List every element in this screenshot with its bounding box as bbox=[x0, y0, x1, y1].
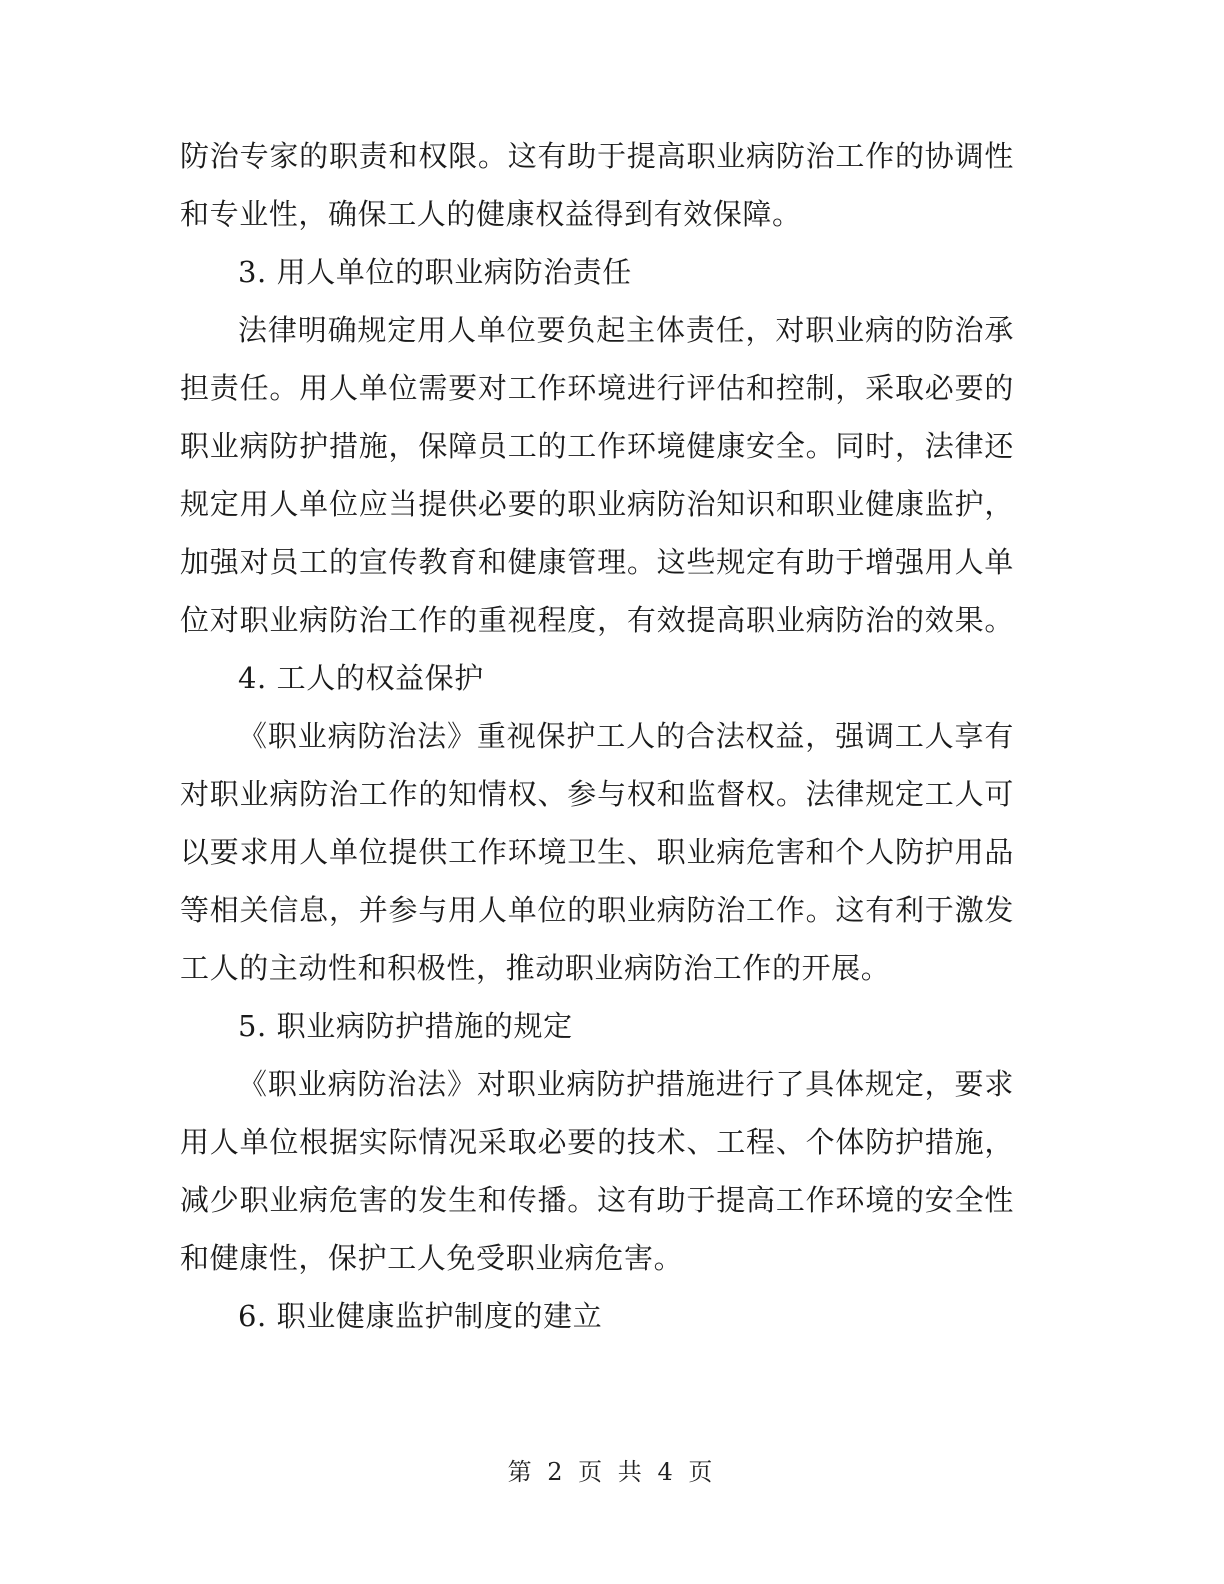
paragraph-line: 等相关信息，并参与用人单位的职业病防治工作。这有利于激发 bbox=[180, 893, 1014, 927]
paragraph-line: 对职业病防治工作的知情权、参与权和监督权。法律规定工人可 bbox=[180, 777, 1014, 811]
paragraph-line: 位对职业病防治工作的重视程度，有效提高职业病防治的效果。 bbox=[180, 603, 1014, 637]
paragraph-line: 加强对员工的宣传教育和健康管理。这些规定有助于增强用人单 bbox=[180, 545, 1014, 579]
paragraph-line: 担责任。用人单位需要对工作环境进行评估和控制，采取必要的 bbox=[180, 371, 1014, 405]
paragraph-line: 和健康性，保护工人免受职业病危害。 bbox=[180, 1241, 684, 1275]
paragraph-line: 职业病防护措施，保障员工的工作环境健康安全。同时，法律还 bbox=[180, 429, 1014, 463]
paragraph-line: 防治专家的职责和权限。这有助于提高职业病防治工作的协调性 bbox=[180, 139, 1014, 173]
paragraph-line: 和专业性，确保工人的健康权益得到有效保障。 bbox=[180, 197, 802, 231]
paragraph-line: 法律明确规定用人单位要负起主体责任，对职业病的防治承 bbox=[238, 313, 1014, 347]
section-heading: 6. 职业健康监护制度的建立 bbox=[238, 1299, 603, 1333]
paragraph-line: 减少职业病危害的发生和传播。这有助于提高工作环境的安全性 bbox=[180, 1183, 1014, 1217]
paragraph-line: 规定用人单位应当提供必要的职业病防治知识和职业健康监护， bbox=[180, 487, 1014, 521]
paragraph-line: 工人的主动性和积极性，推动职业病防治工作的开展。 bbox=[180, 951, 891, 985]
section-heading: 3. 用人单位的职业病防治责任 bbox=[238, 255, 632, 289]
section-heading: 4. 工人的权益保护 bbox=[238, 661, 484, 695]
paragraph-line: 《职业病防治法》对职业病防护措施进行了具体规定，要求 bbox=[238, 1067, 1014, 1101]
section-heading: 5. 职业病防护措施的规定 bbox=[238, 1009, 573, 1043]
paragraph-line: 用人单位根据实际情况采取必要的技术、工程、个体防护措施， bbox=[180, 1125, 1014, 1159]
paragraph-line: 以要求用人单位提供工作环境卫生、职业病危害和个人防护用品 bbox=[180, 835, 1014, 869]
paragraph-line: 《职业病防治法》重视保护工人的合法权益，强调工人享有 bbox=[238, 719, 1014, 753]
page-number-footer: 第 2 页 共 4 页 bbox=[507, 1458, 717, 1486]
